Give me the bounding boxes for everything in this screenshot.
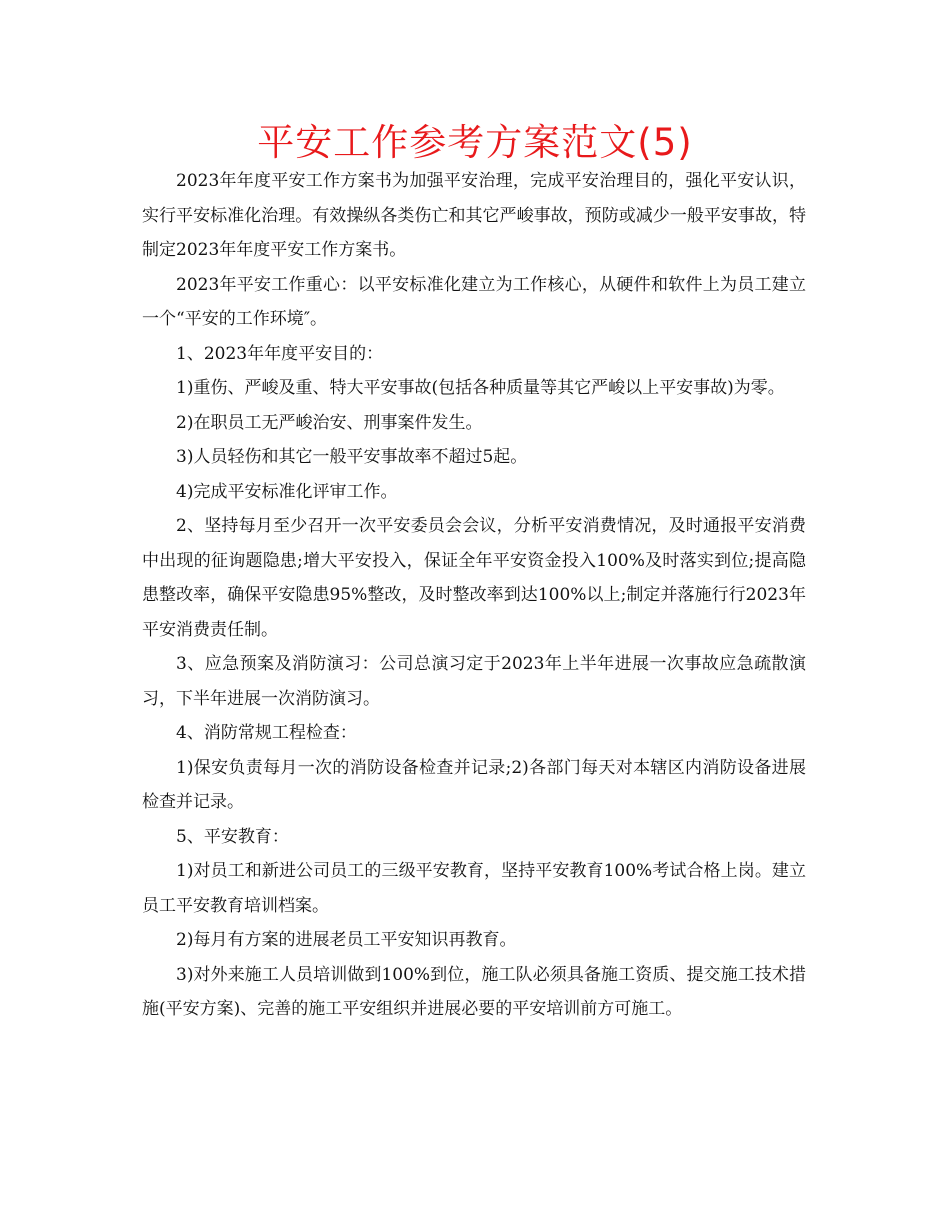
paragraph-goal-3: 3)人员轻伤和其它一般平安事故率不超过5起。	[176, 447, 528, 467]
paragraph-fire-check: 1)保安负责每月一次的消防设备检查并记录;2)各部门每天对本辖区内消防设备进展检查并记录。	[142, 757, 806, 812]
paragraph-focus: 2023年平安工作重心：以平安标准化建立为工作核心，从硬件和软件上为员工建立一个“平安的工作环境″。	[142, 274, 806, 329]
paragraph-section-3: 3、应急预案及消防演习：公司总演习定于2023年上半年进展一次事故应急疏散演习，下半年进展一次消防演习。	[142, 654, 806, 709]
paragraph-education-1: 1)对员工和新进公司员工的三级平安教育，坚持平安教育100%考试合格上岗。建立员工平安教育培训档案。	[142, 861, 806, 916]
document-title: 平安工作参考方案范文(5)	[257, 121, 693, 164]
paragraph-heading-fire-check: 4、消防常规工程检查：	[176, 723, 357, 743]
paragraph-goal-2: 2)在职员工无严峻治安、刑事案件发生。	[176, 412, 483, 433]
paragraph-education-2: 2)每月有方案的进展老员工平安知识再教育。	[176, 930, 517, 950]
paragraph-heading-goals: 1、2023年年度平安目的：	[176, 343, 384, 364]
paragraph-heading-education: 5、平安教育：	[176, 826, 289, 847]
paragraph-goal-4: 4)完成平安标准化评审工作。	[176, 481, 398, 502]
document-body	[142, 164, 806, 1027]
paragraph-section-2: 2、坚持每月至少召开一次平安委员会会议，分析平安消费情况，及时通报平安消费中出现的征询题隐患;增大平安投入，保证全年平安资金投入100%及时落实到位;提高隐患整改率，确保平安隐患95%整改，及时整改率到达100%以上;制定并落施行行2023年平安消费责任制。	[142, 516, 806, 640]
paragraph-education-3: 3)对外来施工人员培训做到100%到位，施工队必须具备施工资质、提交施工技术措施(平安方案)、完善的施工平安组织并进展必要的平安培训前方可施工。	[142, 964, 806, 1019]
paragraph-intro: 2023年年度平安工作方案书为加强平安治理，完成平安治理目的，强化平安认识，实行平安标准化治理。有效操纵各类伤亡和其它严峻事故，预防或减少一般平安事故，特制定2023年年度平安工作方案书。	[142, 171, 806, 260]
paragraph-goal-1: 1)重伤、严峻及重、特大平安事故(包括各种质量等其它严峻以上平安事故)为零。	[176, 378, 785, 398]
